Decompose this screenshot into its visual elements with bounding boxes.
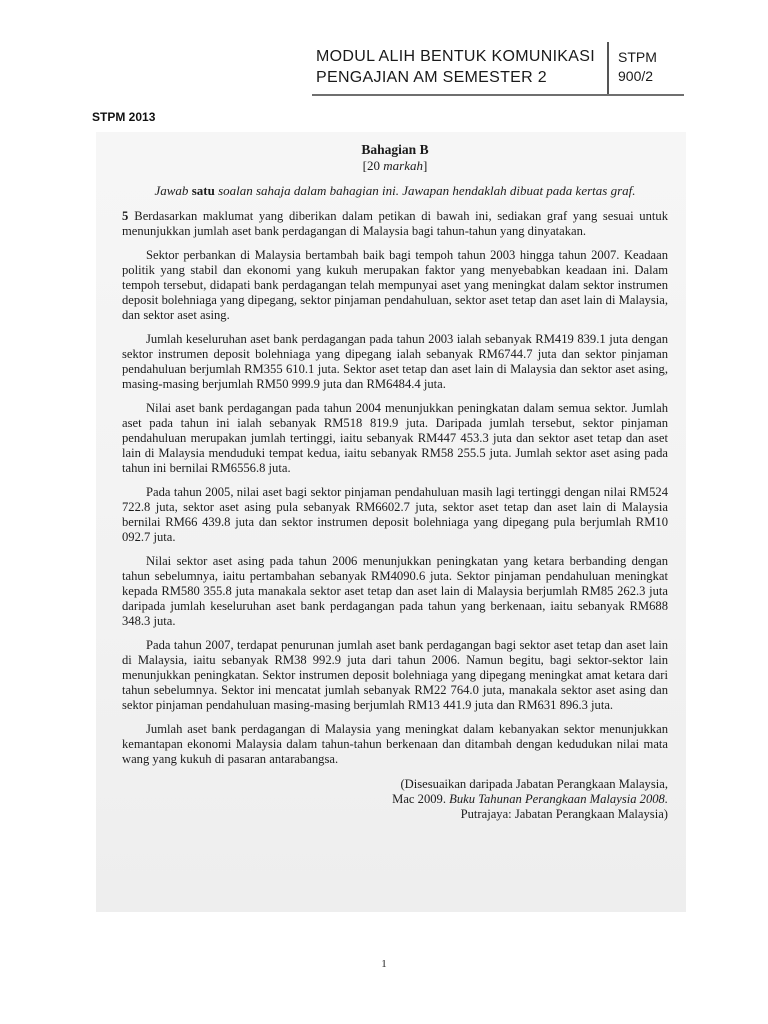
source-line2 [122,792,668,807]
paragraph-5: Nilai sektor aset asing pada tahun 2006 menunjukkan peningkatan yang ketara berbanding dengan tahun sebelumnya, iaitu pertambahan sebanyak RM4090.6 juta. Sektor pinjaman pendahuluan meningkat kepada RM580 355.8 juta manakala sektor aset tetap dan aset lain di Malaysia berjumlah RM85 262.3 juta daripada jumlah keseluruhan aset bank perdagangan pada tahun yang berkenaan, iaitu sebanyak RM688 348.3 juta. [122,554,668,628]
page-number: 1 [381,958,387,970]
header [312,42,684,96]
section-title: Bahagian B [361,142,429,157]
paper-code-line1: STPM [618,49,657,65]
marks-open: [20 [362,158,384,173]
instruction-part1: Jawab [154,183,192,198]
source-line2-plain: Mac 2009. [392,792,450,806]
instruction-part2: soalan sahaja dalam bahagian ini. Jawapan hendaklah dibuat pada kertas graf. [214,183,636,198]
question-content [122,140,668,822]
paper-code-line2: 900/2 [618,68,654,84]
paragraph-1: Sektor perbankan di Malaysia bertambah baik bagi tempoh tahun 2003 hingga tahun 2007. Keadaan politik yang stabil dan ekonomi yang kukuh merupakan faktor yang menyebabkan keadaan ini. Dalam tempoh tersebut, didapati bank perdagangan telah mempunyai aset yang meningkat dalam sektor instrumen deposit bolehniaga yang dipegang, sektor pinjaman pendahuluan, sektor aset tetap dan aset lain di Malaysia, dan sektor aset asing. [122,248,668,322]
paper-code [618,48,657,86]
module-title [316,46,606,88]
question-prompt [122,209,668,239]
module-title-line1: MODUL ALIH BENTUK KOMUNIKASI [316,48,595,65]
question-text: Berdasarkan maklumat yang diberikan dalam petikan di bawah ini, sediakan graf yang sesuai untuk menunjukkan jumlah aset bank perdagangan di Malaysia bagi tahun-tahun yang dinyatakan. [122,209,668,238]
paragraph-7: Jumlah aset bank perdagangan di Malaysia yang meningkat dalam kebanyakan sektor menunjukkan kemantapan ekonomi Malaysia dalam tahun-tahun berkenaan dan ditambah dengan kedudukan nilai mata wang yang kukuh di pasaran antarabangsa. [122,722,668,766]
source-citation [122,777,668,822]
instruction-bold: satu [191,183,215,198]
paragraph-2: Jumlah keseluruhan aset bank perdagangan pada tahun 2003 ialah sebanyak RM419 839.1 juta dengan sektor instrumen deposit bolehniaga yang dipegang ialah sebanyak RM6744.7 juta dan sektor pinjaman pendahuluan berjumlah RM355 610.1 juta. Sektor aset tetap dan aset lain di Malaysia dan sektor aset asing, masing-masing berjumlah RM50 999.9 juta dan RM6484.4 juta. [122,332,668,391]
section-marks [122,158,668,173]
source-line3: Putrajaya: Jabatan Perangkaan Malaysia) [460,807,668,821]
source-line1: (Disesuaikan daripada Jabatan Perangkaan Malaysia, [400,777,668,791]
source-line2-italic: Buku Tahunan Perangkaan Malaysia 2008. [449,792,668,806]
header-divider [607,42,609,94]
marks-word: markah [383,158,423,173]
module-title-line2: PENGAJIAN AM SEMESTER 2 [316,69,547,86]
paragraph-4: Pada tahun 2005, nilai aset bagi sektor pinjaman pendahuluan masih lagi tertinggi dengan nilai RM524 722.8 juta, sektor aset asing pula sebanyak RM6602.7 juta, sektor aset tetap dan aset lain di Malaysia bernilai RM66 439.8 juta dan sektor instrumen deposit bolehniaga yang dipegang pula berjumlah RM10 092.7 juta. [122,485,668,544]
marks-close: ] [422,158,428,173]
exam-label: STPM 2013 [92,110,156,124]
paragraph-3: Nilai aset bank perdagangan pada tahun 2004 menunjukkan peningkatan dalam semua sektor. Jumlah aset pada tahun ini ialah sebanyak RM518 819.9 juta. Daripada jumlah tersebut, sektor pinjaman pendahuluan merupakan jumlah tertinggi, iaitu sebanyak RM447 453.3 juta dan sektor aset tetap dan aset lain di Malaysia menduduki tempat kedua, iaitu sebanyak RM58 255.5 juta. Jumlah sektor aset asing pada tahun ini bernilai RM6556.8 juta. [122,401,668,475]
instruction [122,183,668,198]
paragraph-6: Pada tahun 2007, terdapat penurunan jumlah aset bank perdagangan bagi sektor aset tetap dan aset lain di Malaysia, iaitu sebanyak RM38 992.9 juta dari tahun 2006. Namun begitu, bagi sektor-sektor lain menunjukkan peningkatan. Sektor instrumen deposit bolehniaga yang dipegang meningkat amat ketara dari tahun sebelumnya. Sektor ini mencatat jumlah sebanyak RM22 764.0 juta, manakala sektor aset asing dan sektor pinjaman pendahuluan masing-masing berjumlah RM13 441.9 juta dan RM631 896.3 juta. [122,638,668,712]
question-number: 5 [122,209,129,223]
